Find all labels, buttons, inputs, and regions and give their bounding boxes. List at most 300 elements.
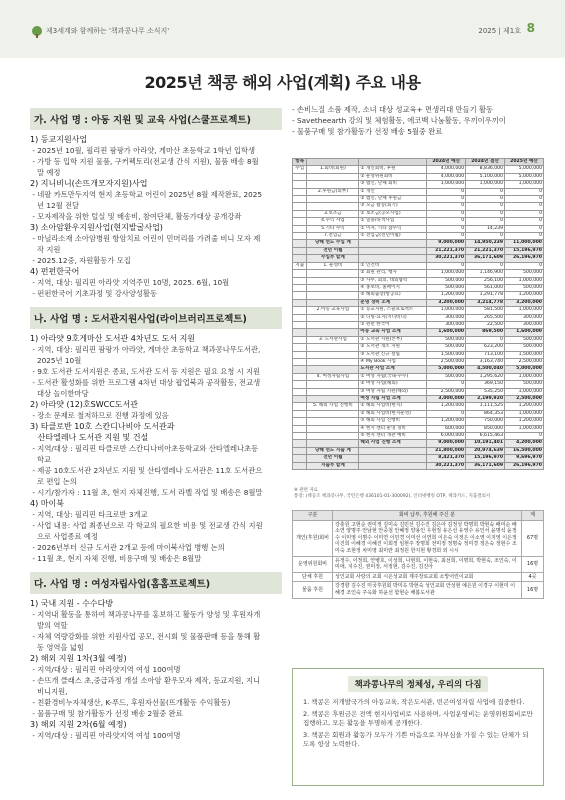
budget-cell: 581,500 bbox=[466, 307, 505, 314]
text-line: - 지역/대상 : 필리핀 아라얏지역 여성 100여명 bbox=[30, 731, 181, 740]
budget-cell: ② 여성 사업(해외) bbox=[359, 381, 427, 388]
budget-cell: 22,500 bbox=[466, 321, 505, 328]
budget-cell: 15,196,970 bbox=[505, 247, 544, 254]
budget-cell: 300,000 bbox=[427, 314, 466, 321]
budget-cell: ② 도서관 개소 지원 bbox=[359, 344, 427, 351]
budget-cell: ① 일몰/녹색사업 bbox=[359, 218, 427, 225]
members-count: 16명 bbox=[522, 556, 544, 572]
budget-cell: 26,196,970 bbox=[505, 462, 544, 469]
budget-cell bbox=[293, 433, 307, 440]
text-line: - 펀펀한국어 기초과정 및 강사양성활동 bbox=[30, 289, 158, 298]
budget-row bbox=[293, 388, 544, 395]
text-line: - 제공 10호도서관 2차년도 지원 및 산타엘레나 도서관은 11호 도서관으 bbox=[30, 466, 263, 475]
section-body bbox=[30, 333, 282, 564]
budget-cell: 0 bbox=[427, 218, 466, 225]
identity-item: 3. 책콩은 회원과 활동가 모두가 기쁜 마음으로 자부심을 가질 수 있는 단체가 되도록 항상 노력한다. bbox=[303, 730, 529, 748]
budget-cell: 8,836,000 bbox=[466, 166, 505, 173]
budget-cell: 500,000 bbox=[505, 270, 544, 277]
text-line: 2025년 10월 bbox=[30, 356, 82, 365]
budget-row bbox=[293, 336, 544, 343]
budget-cell: 4,500,040 bbox=[466, 366, 505, 373]
section-heading: 가. 사업 명 : 아동 지원 및 교육 사업(스쿨프로젝트) bbox=[30, 108, 282, 130]
budget-row bbox=[293, 166, 544, 173]
section-body bbox=[30, 598, 282, 741]
members-table bbox=[292, 510, 544, 599]
budget-cell bbox=[293, 292, 307, 299]
budget-cell: 1,000,000 bbox=[427, 181, 466, 188]
budget-cell: 0 bbox=[505, 233, 544, 240]
members-count: 67명 bbox=[522, 520, 544, 556]
budget-cell bbox=[293, 358, 307, 365]
budget-cell bbox=[307, 284, 359, 291]
budget-cell bbox=[293, 173, 307, 180]
budget-row bbox=[293, 351, 544, 358]
budget-cell: 0 bbox=[466, 233, 505, 240]
budget-cell: 1,295,620 bbox=[466, 373, 505, 380]
budget-cell: 5,000,000 bbox=[505, 366, 544, 373]
members-category: 단체 후원 bbox=[293, 572, 333, 582]
budget-cell bbox=[307, 366, 359, 373]
budget-cell: 26,196,970 bbox=[505, 255, 544, 262]
budget-cell: 여성 자립 사업 소계 bbox=[359, 396, 427, 403]
budget-header-cell: 2025년 예산 bbox=[505, 159, 544, 166]
budget-cell: 864,353 bbox=[466, 410, 505, 417]
budget-cell bbox=[307, 196, 359, 203]
budget-row bbox=[293, 314, 544, 321]
text-line: 대상 놀이한마당 bbox=[30, 389, 89, 398]
budget-cell bbox=[307, 381, 359, 388]
budget-cell bbox=[307, 203, 359, 210]
budget-cell: 1,291,778 bbox=[466, 292, 505, 299]
budget-cell: 0 bbox=[505, 433, 544, 440]
members-row bbox=[293, 572, 544, 582]
budget-cell bbox=[307, 351, 359, 358]
budget-cell: 0 bbox=[505, 225, 544, 232]
budget-cell bbox=[293, 388, 307, 395]
budget-row bbox=[293, 255, 544, 262]
budget-cell: 1. 운영비 bbox=[307, 262, 359, 269]
budget-cell bbox=[293, 321, 307, 328]
budget-header-cell: 2024년 결산 bbox=[466, 159, 505, 166]
budget-cell: ③ 사무, 회의, 대외협력 bbox=[359, 277, 427, 284]
budget-row bbox=[293, 433, 544, 440]
budget-cell: 1,000,000 bbox=[505, 425, 544, 432]
budget-cell bbox=[293, 351, 307, 358]
budget-cell: ③ 펀펀 한국어 bbox=[359, 321, 427, 328]
budget-cell: 0 bbox=[427, 225, 466, 232]
budget-cell: 750,000 bbox=[466, 418, 505, 425]
budget-row bbox=[293, 218, 544, 225]
budget-cell: 16,500,000 bbox=[505, 447, 544, 454]
budget-cell: 5,100,000 bbox=[466, 173, 505, 180]
budget-cell: 256,100 bbox=[466, 277, 505, 284]
text-line: - 장소 문제로 철저하므로 진행 과정에 있음 bbox=[30, 411, 169, 420]
budget-cell bbox=[293, 277, 307, 284]
budget-cell: 15,196,970 bbox=[466, 455, 505, 462]
budget-cell bbox=[359, 462, 427, 469]
budget-cell: 1,146,900 bbox=[466, 270, 505, 277]
budget-cell: 10,191,401 bbox=[466, 440, 505, 447]
text-line: - 2026년부터 신규 도서관 2개교 등에 마이북사업 병행 논의 bbox=[30, 543, 225, 552]
budget-cell: ① 보조금(공모사업) bbox=[359, 210, 427, 217]
budget-cell: 300,000 bbox=[505, 321, 544, 328]
budget-cell: 4,000,000 bbox=[427, 166, 466, 173]
budget-cell: 1,000,000 bbox=[466, 181, 505, 188]
budget-cell: 0 bbox=[505, 218, 544, 225]
budget-cell: 0 bbox=[427, 188, 466, 195]
budget-cell bbox=[293, 225, 307, 232]
budget-cell: 6,000,000 bbox=[427, 433, 466, 440]
text-line: - 2025년 10월, 필리핀 팜팡가 아라얏, 게마산 초등학교 1학년 입학생 bbox=[30, 146, 256, 155]
budget-cell: 5,000,000 bbox=[505, 166, 544, 173]
budget-cell bbox=[293, 366, 307, 373]
budget-cell: 500,000 bbox=[427, 373, 466, 380]
text-line: 학교 bbox=[30, 455, 52, 464]
members-category: 운영위원회비 bbox=[293, 556, 333, 572]
budget-cell: 0 bbox=[427, 196, 466, 203]
budget-cell: 535,250 bbox=[466, 388, 505, 395]
left-column bbox=[30, 108, 282, 749]
budget-row bbox=[293, 210, 544, 217]
text-line: 동 영역을 넓힘 bbox=[30, 643, 84, 652]
text-line: - 마닐라소재 소아암병원 항암치료 어린이 민머리를 가려줄 비니 모자 제 bbox=[30, 234, 261, 243]
budget-cell: 500,000 bbox=[505, 344, 544, 351]
budget-cell bbox=[307, 358, 359, 365]
budget-cell: 0 bbox=[505, 262, 544, 269]
text-line: 말 예정 bbox=[30, 168, 61, 177]
budget-cell bbox=[307, 396, 359, 403]
budget-cell: ⑤ 해외출장(항공료) bbox=[359, 292, 427, 299]
budget-cell: 300,000 bbox=[427, 321, 466, 328]
budget-cell: 369,150 bbox=[466, 381, 505, 388]
budget-cell: 5,000,000 bbox=[505, 173, 544, 180]
budget-cell: 869,500 bbox=[466, 329, 505, 336]
budget-cell: ③ 해외 사업 진행비 bbox=[359, 418, 427, 425]
note-line: 통장: (책공조 책과콩나무, 국민은행 436101-01-300092), 인터넷뱅킹 OTP, 책과카드, 지출결의서 bbox=[294, 494, 491, 499]
budget-cell: 2,500,000 bbox=[427, 358, 466, 365]
budget-row bbox=[293, 381, 544, 388]
budget-cell bbox=[293, 284, 307, 291]
budget-cell: 713,100 bbox=[466, 351, 505, 358]
budget-cell: 0 bbox=[427, 410, 466, 417]
budget-cell: 36,171,609 bbox=[466, 462, 505, 469]
budget-cell bbox=[359, 455, 427, 462]
issue-label: 2025 | 제1호 bbox=[478, 27, 521, 35]
budget-cell: 0 bbox=[466, 188, 505, 195]
budget-cell: 3. 도서관사업 bbox=[307, 336, 359, 343]
budget-cell: 1,000,000 bbox=[505, 307, 544, 314]
budget-cell: 4,000,000 bbox=[427, 173, 466, 180]
budget-cell: ④ 현지 센터 운영 경비 bbox=[359, 425, 427, 432]
budget-cell bbox=[293, 447, 307, 454]
budget-row bbox=[293, 240, 544, 247]
members-count: 4곳 bbox=[522, 572, 544, 582]
budget-cell bbox=[293, 410, 307, 417]
budget-row bbox=[293, 321, 544, 328]
text-line: 작 지원 bbox=[30, 245, 61, 254]
budget-cell: 1,000,000 bbox=[505, 410, 544, 417]
page-title: 2025년 책콩 해외 사업(계획) 주요 내용 bbox=[144, 73, 421, 92]
budget-cell: 당해 연도 수입 계 bbox=[307, 240, 359, 247]
budget-cell bbox=[293, 440, 307, 447]
members-header-row bbox=[293, 511, 544, 521]
members-names: 유정수, 이정희, 안병호, 이성희, 나현희, 이현숙, 최선희, 이명희, 박현숙, 조인숙, 이미애, 지수진, 권미정, 서정현, 김수진, 김진아 bbox=[333, 556, 522, 572]
budget-cell: 0 bbox=[427, 262, 466, 269]
budget-cell: 0 bbox=[505, 188, 544, 195]
budget-cell: 도서관 사업 소계 bbox=[359, 366, 427, 373]
budget-cell bbox=[307, 329, 359, 336]
budget-cell bbox=[293, 196, 307, 203]
text-line: - 가방 등 입학 지원 물품, 구커펙토리(전교생 간식 지원), 물품 배송 8월 bbox=[30, 157, 259, 166]
budget-cell: 1,000,000 bbox=[505, 181, 544, 188]
budget-header-cell: 항목 bbox=[293, 159, 307, 166]
budget-cell: 0 bbox=[427, 233, 466, 240]
text-line: - 자체 역량강화를 위한 지원사업 공모, 전시회 및 물품판매 등을 통해 활 bbox=[30, 632, 261, 641]
budget-cell: 500,000 bbox=[505, 336, 544, 343]
budget-cell: 4,200,000 bbox=[505, 440, 544, 447]
budget-cell: ③ 여성 자립 지원(해외) bbox=[359, 388, 427, 395]
sub-item-title: 3) 타클로반 10호 스칸디나비아 도서관과 bbox=[30, 422, 175, 431]
text-line: - 지역, 대상: 필리핀 아라얏 지역주민 10명, 2025. 6월, 10월 bbox=[30, 278, 230, 287]
budget-row bbox=[293, 366, 544, 373]
budget-cell: 1,000,000 bbox=[505, 277, 544, 284]
budget-cell: 7.전입금 bbox=[307, 233, 359, 240]
text-line: - 물품구매 및 참가활동가 선정 배송 2월중 완료 bbox=[30, 709, 183, 718]
budget-cell: 561,000 bbox=[466, 284, 505, 291]
budget-cell bbox=[359, 240, 427, 247]
budget-cell: 0 bbox=[427, 381, 466, 388]
budget-cell: ① 전입금(전년이월) bbox=[359, 233, 427, 240]
budget-cell: ① 여성 자립(국내-수수) bbox=[359, 373, 427, 380]
budget-row bbox=[293, 307, 544, 314]
budget-row bbox=[293, 196, 544, 203]
budget-cell: 6,615,463 bbox=[466, 433, 505, 440]
budget-cell: 전년 이월 bbox=[307, 247, 359, 254]
budget-cell bbox=[359, 447, 427, 454]
section-1 bbox=[30, 108, 282, 299]
budget-cell bbox=[293, 270, 307, 277]
budget-cell: 21,800,000 bbox=[427, 447, 466, 454]
budget-cell: 0 bbox=[466, 262, 505, 269]
text-line: 발의 역할 bbox=[30, 621, 68, 630]
budget-cell: ① 이자, 기타 잡수익 bbox=[359, 225, 427, 232]
text-line: 비니지원, bbox=[30, 687, 68, 696]
budget-cell bbox=[293, 181, 307, 188]
members-category: 개인(후원)회비 bbox=[293, 520, 333, 556]
budget-table bbox=[292, 158, 544, 470]
budget-row bbox=[293, 455, 544, 462]
budget-cell: 0 bbox=[427, 203, 466, 210]
budget-cell bbox=[293, 336, 307, 343]
budget-cell: 1,111,525 bbox=[466, 403, 505, 410]
section-3 bbox=[30, 572, 282, 741]
budget-cell: 9,000,000 bbox=[427, 440, 466, 447]
budget-cell: 300,000 bbox=[505, 314, 544, 321]
budget-cell: 해외 사업 진행 소계 bbox=[359, 440, 427, 447]
budget-cell bbox=[307, 173, 359, 180]
sub-item-title: 2) 지니비니(손뜨개모자지원)사업 bbox=[30, 179, 148, 188]
budget-cell: 14,950,239 bbox=[466, 240, 505, 247]
budget-cell: 850,000 bbox=[466, 425, 505, 432]
members-names: 강경향 김수진 미국후원회 박미옥 박현숙 성인교회 안성현 예은원 이경구 이현미 이혜경 조인숙 주옥화 하윤선 함현순 해봄도서관 bbox=[333, 582, 522, 598]
budget-row bbox=[293, 358, 544, 365]
budget-cell: 2,500,000 bbox=[427, 388, 466, 395]
page-number: 8 bbox=[526, 21, 535, 35]
budget-cell: ③ 모금 활동(회기) bbox=[359, 203, 427, 210]
budget-cell: ① 해외 사업비(현지) bbox=[359, 403, 427, 410]
members-count: 16명 bbox=[522, 582, 544, 598]
members-row bbox=[293, 520, 544, 556]
budget-cell: 1,000,000 bbox=[505, 388, 544, 395]
budget-row bbox=[293, 462, 544, 469]
identity-box-title: 책과콩나무의 정체성, 우리의 다짐 bbox=[348, 676, 488, 692]
members-row bbox=[293, 582, 544, 598]
members-header-cell: 구분 bbox=[293, 511, 333, 521]
budget-cell: 1,500,000 bbox=[505, 351, 544, 358]
identity-item: 1. 책콩은 저개발국가의 아동교육, 작은도서관, 빈곤여성자립 사업에 집중한다. bbox=[303, 698, 525, 706]
budget-cell bbox=[307, 270, 359, 277]
budget-cell: 4.수익 사업 bbox=[307, 218, 359, 225]
text-line: - 9호 도서관 도서지원은 종료, 도서관 도서 등 지원은 필요 요청 시 지원 bbox=[30, 367, 261, 376]
newsletter-name: 제3세계와 함께하는 '책과콩나무 소식지' bbox=[46, 27, 170, 35]
budget-cell: ③ 법인, 단체 회비 bbox=[359, 181, 427, 188]
budget-cell: 2.후원금(외부) bbox=[307, 188, 359, 195]
budget-cell: 1,200,000 bbox=[427, 418, 466, 425]
budget-row bbox=[293, 344, 544, 351]
budget-cell: 2,500,000 bbox=[505, 396, 544, 403]
text-line: - 도서관 활성화를 위한 프로그램 4차년 대상 팝업북과 공작활동, 전교생 bbox=[30, 378, 261, 387]
budget-cell bbox=[293, 307, 307, 314]
budget-header-cell bbox=[359, 159, 427, 166]
text-line: - 사업 내용: 사업 최종년으로 각 학교의 필요한 비용 및 전교생 간식 지원 bbox=[30, 521, 263, 530]
budget-row bbox=[293, 173, 544, 180]
budget-cell: ② 법인, 단체 후원금 bbox=[359, 196, 427, 203]
budget-cell: 0 bbox=[505, 210, 544, 217]
budget-cell: 4. 여성자립사업 bbox=[307, 373, 359, 380]
budget-cell bbox=[307, 314, 359, 321]
budget-cell: 36,171,609 bbox=[466, 255, 505, 262]
budget-cell: 0 bbox=[427, 210, 466, 217]
text-line: 으로 사업종료 예정 bbox=[30, 532, 98, 541]
budget-row bbox=[293, 225, 544, 232]
budget-row bbox=[293, 277, 544, 284]
sub-item-title: 산타엘레나 도서관 지원 및 건설 bbox=[30, 433, 149, 442]
budget-cell bbox=[293, 373, 307, 380]
budget-cell bbox=[293, 247, 307, 254]
budget-cell: 500,000 bbox=[505, 381, 544, 388]
budget-cell: ① 개인회비, 후원 bbox=[359, 166, 427, 173]
budget-cell: 1,200,000 bbox=[505, 403, 544, 410]
section-2 bbox=[30, 307, 282, 564]
budget-cell: 3,200,000 bbox=[505, 299, 544, 306]
budget-cell bbox=[293, 233, 307, 240]
budget-row bbox=[293, 247, 544, 254]
text-line: - 지역/대상 : 필리핀 타클로반 스칸디나비아초등학교와 산타엘레나초등 bbox=[30, 444, 259, 453]
budget-cell: 지출부 합계 bbox=[307, 462, 359, 469]
budget-row bbox=[293, 284, 544, 291]
budget-row bbox=[293, 440, 544, 447]
budget-cell: 21,221,370 bbox=[427, 247, 466, 254]
tree-logo-icon bbox=[32, 26, 42, 36]
budget-cell: ④ My Book 사업 bbox=[359, 358, 427, 365]
budget-cell bbox=[293, 425, 307, 432]
budget-cell: 11,000,000 bbox=[505, 240, 544, 247]
budget-cell: 0 bbox=[466, 203, 505, 210]
budget-cell: ① 등교지원, 스쿨프로젝트 bbox=[359, 307, 427, 314]
budget-cell bbox=[359, 247, 427, 254]
budget-row bbox=[293, 410, 544, 417]
text-line: - 지역, 대상: 필리핀 타크로반 3개교 bbox=[30, 510, 148, 519]
budget-row bbox=[293, 233, 544, 240]
budget-cell bbox=[293, 418, 307, 425]
text-line: - 손비느질 소품 제작, 소녀 대상 성교육+ 면생리대 만들기 활동 bbox=[292, 105, 494, 114]
budget-cell bbox=[307, 299, 359, 306]
budget-cell bbox=[293, 188, 307, 195]
budget-cell: 600,000 bbox=[427, 425, 466, 432]
sub-item-title: 2) 아라얏 (12)호SWCC도서관 bbox=[30, 400, 138, 409]
budget-cell: 1,200,000 bbox=[505, 418, 544, 425]
sub-item-title: 4) 펀펀한국어 bbox=[30, 267, 80, 276]
budget-cell: 500,000 bbox=[427, 284, 466, 291]
budget-cell: 수입부 합계 bbox=[307, 255, 359, 262]
section-heading: 다. 사업 명 : 여성자립사업(홈홈프로젝트) bbox=[30, 572, 282, 594]
budget-cell: 0 bbox=[466, 336, 505, 343]
budget-cell: 500,000 bbox=[505, 284, 544, 291]
budget-cell: 0 bbox=[505, 203, 544, 210]
members-category: 물품 후원 bbox=[293, 582, 333, 598]
budget-cell: 3.보조금 bbox=[307, 210, 359, 217]
budget-row bbox=[293, 329, 544, 336]
members-row bbox=[293, 556, 544, 572]
budget-cell: ① 도서관 지원(본부) bbox=[359, 336, 427, 343]
budget-cell: ④ 홍보비, 홈페이지 bbox=[359, 284, 427, 291]
budget-cell: 1,000,000 bbox=[505, 373, 544, 380]
budget-cell: ② 운영위원회비 bbox=[359, 173, 427, 180]
budget-cell: 500,000 bbox=[427, 277, 466, 284]
members-names: 성인교회 사랑의 교회 시온성교회 제주장로교회 소망어린이교회 bbox=[333, 572, 522, 582]
budget-cell: 1,500,000 bbox=[427, 351, 466, 358]
budget-cell bbox=[293, 314, 307, 321]
identity-item: 2. 책콩은 후원금은 전액 현지사업비로 사용하며, 사업운영비는 운영위원회비로만 집행하고, 모든 활동을 투명하게 공개한다. bbox=[303, 709, 533, 727]
budget-cell: 21,221,370 bbox=[466, 247, 505, 254]
budget-cell: 20,974,639 bbox=[466, 447, 505, 454]
budget-cell bbox=[293, 240, 307, 247]
note-line: ※ 관련 자료 bbox=[294, 488, 319, 493]
budget-cell bbox=[293, 299, 307, 306]
page-header bbox=[0, 0, 565, 58]
budget-cell: ② 해외 사업비(현지운영) bbox=[359, 410, 427, 417]
sub-item-title: 2) 해외 지원 1차(3월 예정) bbox=[30, 654, 127, 663]
budget-header-cell: 2024년 예산 bbox=[427, 159, 466, 166]
budget-cell bbox=[307, 425, 359, 432]
sub-item-title: 1) 등교지원사업 bbox=[30, 135, 88, 144]
budget-cell: 0 bbox=[466, 218, 505, 225]
budget-cell: 30,221,370 bbox=[427, 462, 466, 469]
budget-cell bbox=[307, 388, 359, 395]
budget-cell bbox=[293, 203, 307, 210]
budget-cell: 9,000,000 bbox=[427, 240, 466, 247]
budget-cell: 아동 교육 사업 소계 bbox=[359, 329, 427, 336]
budget-cell bbox=[293, 255, 307, 262]
budget-cell bbox=[307, 181, 359, 188]
budget-row bbox=[293, 396, 544, 403]
text-line: - Savetheearth 강의 및 체험활동, 에코백 나눔활동, 우끼이우끼이 bbox=[292, 116, 506, 125]
members-header-cell: 계 bbox=[522, 511, 544, 521]
budget-cell: ① 개인 bbox=[359, 188, 427, 195]
budget-cell bbox=[307, 433, 359, 440]
budget-cell: 1,000,000 bbox=[427, 270, 466, 277]
budget-cell: 3,214,778 bbox=[466, 299, 505, 306]
